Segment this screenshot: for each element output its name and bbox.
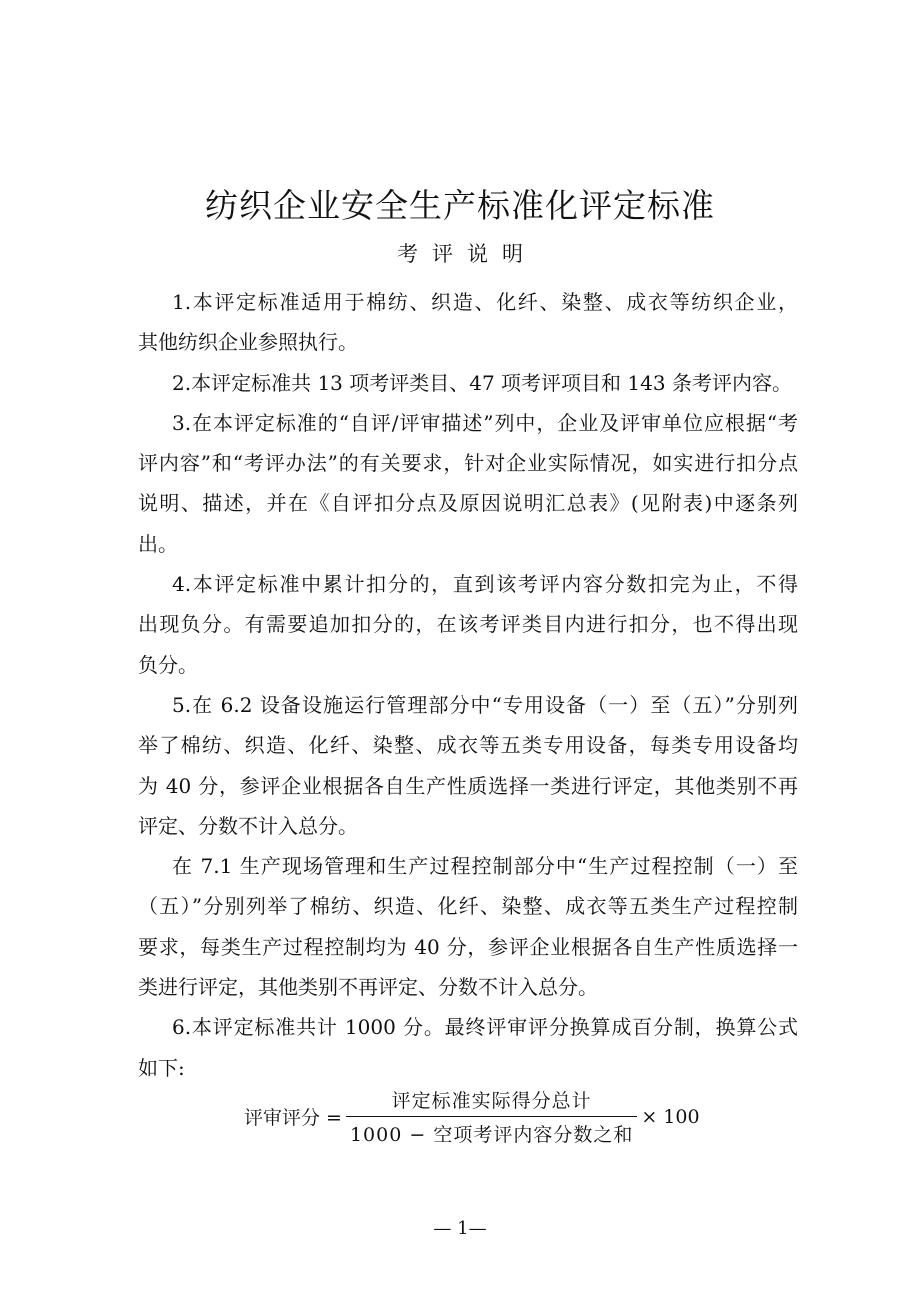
paragraph [138,363,798,403]
paragraph-line: 3.在本评定标准的“自评/评审描述”列中，企业及评审单位应根据“考 [172,410,798,435]
paragraph-line: 如下: [138,1055,185,1080]
paragraph [138,282,798,363]
paragraph-line: 出现负分。有需要追加扣分的，在该考评类目内进行扣分，也不得出现 [138,612,798,637]
paragraph-line: 负分。 [138,652,198,677]
formula-fraction [346,1086,637,1147]
paragraph-line: 为 40 分，参评企业根据各自生产性质选择一类进行评定，其他类别不再 [138,773,798,798]
paragraph-line: 2.本评定标准共 13 项考评类目、47 项考评项目和 143 条考评内容。 [172,370,792,395]
paragraph-line: 说明、描述，并在《自评扣分点及原因说明汇总表》(见附表)中逐条列 [138,491,798,516]
paragraph [138,846,798,1007]
paragraph [138,1007,798,1088]
document-title: 纺织企业安全生产标准化评定标准 [205,186,715,225]
paragraph-line: 评内容”和“考评办法”的有关要求，针对企业实际情况，如实进行扣分点 [138,451,798,476]
paragraph-line: 其他纺织企业参照执行。 [138,330,358,355]
paragraph [138,564,798,685]
paragraph-line: 1.本评定标准适用于棉纺、织造、化纤、染整、成衣等纺织企业， [172,290,798,314]
formula-lhs: 评审评分 = [244,1107,342,1129]
paragraph [138,403,798,564]
paragraph-line: 要求，每类生产过程控制均为 40 分，参评企业根据各自生产性质选择一 [138,934,798,959]
page-number: — 1— [433,1218,487,1239]
paragraph-line: 评定、分数不计入总分。 [138,813,358,838]
paragraph [138,685,798,846]
formula-numerator: 评定标准实际得分总计 [391,1090,592,1112]
formula-multiplier: × 100 [641,1105,700,1128]
section-subtitle: 考评说明 [397,242,537,266]
paragraph-line: 在 7.1 生产现场管理和生产过程控制部分中“生产过程控制（一）至 [172,854,798,879]
score-formula [244,1086,700,1147]
paragraph-line: 类进行评定，其他类别不再评定、分数不计入总分。 [138,975,598,1000]
paragraph-line: 4.本评定标准中累计扣分的，直到该考评内容分数扣完为止，不得 [172,572,798,597]
formula-denominator: 1000 − 空项考评内容分数之和 [346,1116,637,1147]
paragraph-line: 6.本评定标准共计 1000 分。最终评审评分换算成百分制，换算公式 [172,1015,798,1040]
paragraph-line: （五）”分别列举了棉纺、织造、化纤、染整、成衣等五类生产过程控制 [138,894,798,919]
paragraph-line: 举了棉纺、织造、化纤、染整、成衣等五类专用设备，每类专用设备均 [138,733,798,758]
paragraph-line: 出。 [138,531,178,556]
document-body [138,282,798,1088]
paragraph-line: 5.在 6.2 设备设施运行管理部分中“专用设备（一）至（五）”分别列 [172,692,798,717]
